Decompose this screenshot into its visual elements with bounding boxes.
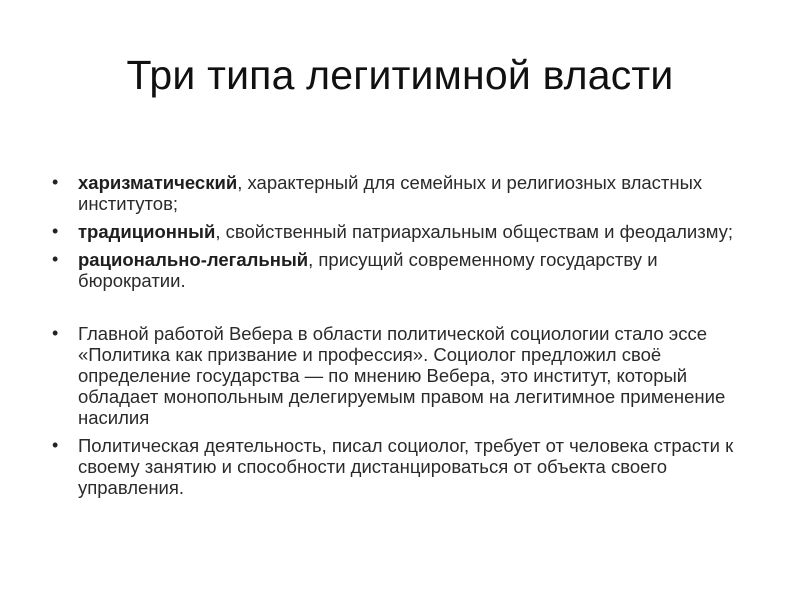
weber-essay-paragraph: Главной работой Вебера в области политической социологии стало эссе «Политика как призвание и профессия». Социолог предложил своё определение государства — по мнению Вебера, это институт, который обладает монопольным делегируемым правом на легитимное применение насилия (78, 323, 726, 428)
bullet-list (50, 172, 760, 505)
type-description: , характерный для семейных и религиозных властных институтов; (78, 172, 703, 214)
list-item (50, 323, 760, 428)
bullet-icon: • (52, 221, 59, 241)
slide-title: Три типа легитимной власти (126, 52, 674, 98)
bullet-icon: • (52, 172, 59, 192)
bullet-icon: • (52, 435, 59, 455)
type-term-rational-legal: рационально-легальный (78, 249, 309, 270)
type-term-traditional: традиционный (78, 221, 216, 242)
list-item (50, 249, 760, 291)
list-item (50, 435, 760, 498)
type-description: , свойственный патриархальным обществам и феодализму; (215, 221, 734, 242)
type-term-charismatic: харизматический (78, 172, 238, 193)
list-item (50, 172, 760, 214)
political-activity-paragraph: Политическая деятельность, писал социолог, требует от человека страсти к своему занятию и способности дистанцироваться от объекта своего управления. (78, 435, 734, 498)
list-item (50, 221, 760, 242)
bullet-icon: • (52, 323, 59, 343)
bullet-icon: • (52, 249, 59, 269)
type-description: , присущий современному государству и бюрократии. (78, 249, 658, 291)
